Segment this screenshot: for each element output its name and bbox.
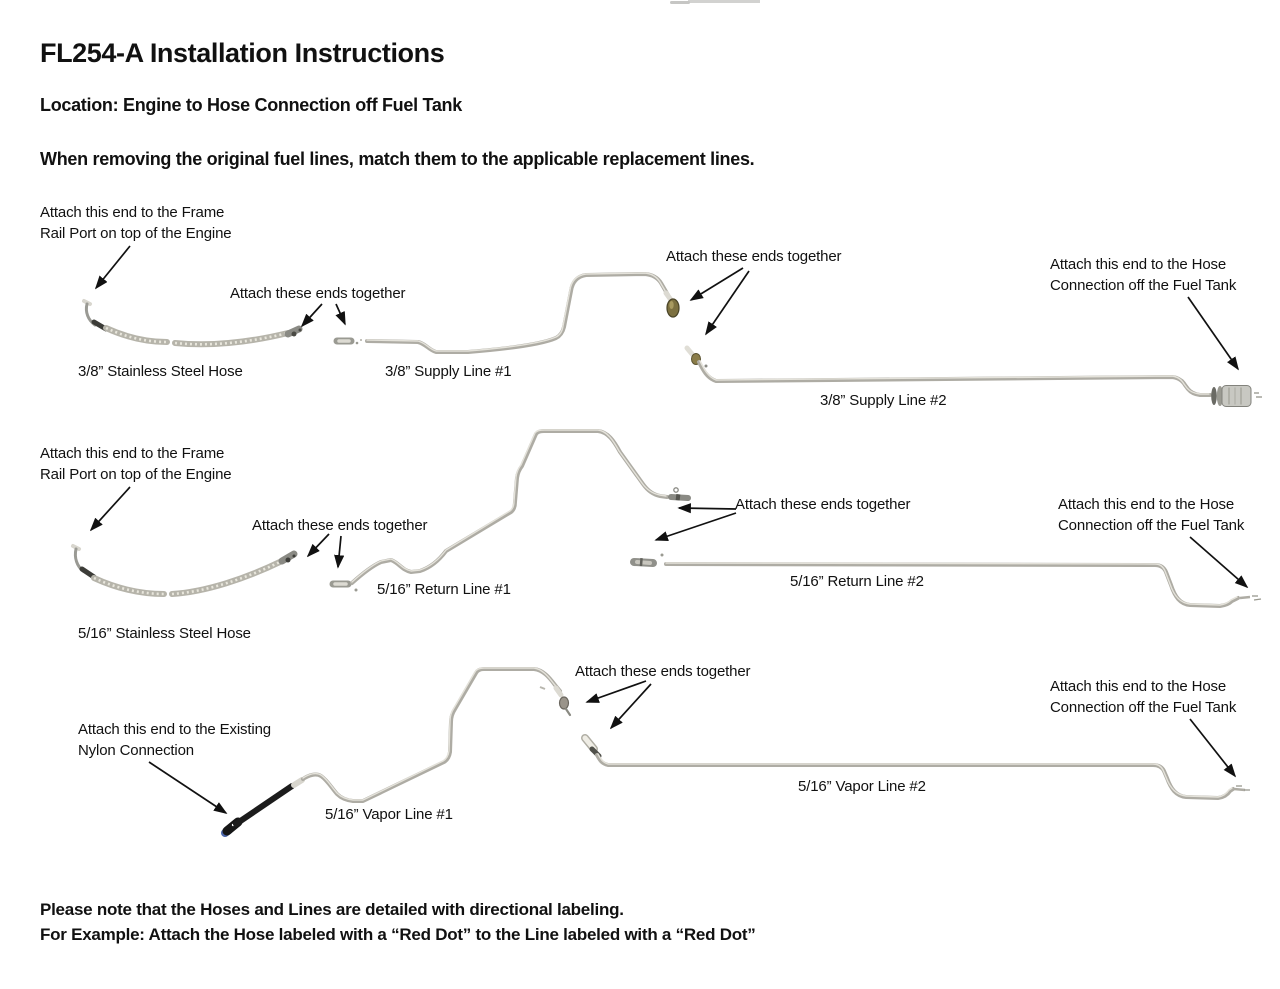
footer-notes (40, 897, 756, 947)
label-vapor-line-2: 5/16” Vapor Line #2 (798, 778, 926, 795)
label-supply-line-1: 3/8” Supply Line #1 (385, 363, 512, 380)
instruction-heading: When removing the original fuel lines, match them to the applicable replacement lines. (40, 149, 755, 169)
note-directional-labeling: Please note that the Hoses and Lines are detailed with directional labeling. (40, 900, 624, 919)
label-stainless-hose-5-16: 5/16” Stainless Steel Hose (78, 625, 251, 642)
label-return-line-1: 5/16” Return Line #1 (377, 581, 511, 598)
callout-ends-together-row1-left: Attach these ends together (230, 285, 406, 302)
hose-5-16-stainless (73, 546, 296, 594)
callout-ends-together-row2-left: Attach these ends together (252, 517, 428, 534)
label-vapor-line-1: 5/16” Vapor Line #1 (325, 806, 453, 823)
note-red-dot-example: For Example: Attach the Hose labeled with a “Red Dot” to the Line labeled with a “Red Dot” (40, 925, 756, 944)
callout-nylon-connection: Attach this end to the Existing Nylon Connection (78, 721, 271, 759)
callout-frame-rail-row1: Attach this end to the Frame Rail Port on top of the Engine (40, 204, 232, 242)
callout-frame-rail-row2: Attach this end to the Frame Rail Port on top of the Engine (40, 445, 232, 483)
callout-fuel-tank-row3: Attach this end to the Hose Connection off the Fuel Tank (1050, 678, 1237, 716)
callout-ends-together-row1-right: Attach these ends together (666, 248, 842, 265)
callout-ends-together-row2-right: Attach these ends together (735, 496, 911, 513)
label-supply-line-2: 3/8” Supply Line #2 (820, 392, 947, 409)
fuel-filter (1211, 386, 1262, 407)
callout-fuel-tank-row1: Attach this end to the Hose Connection off the Fuel Tank (1050, 256, 1237, 294)
supply-line-2 (687, 348, 1262, 407)
brass-fitting (667, 299, 679, 317)
hose-3-8-stainless (84, 301, 302, 344)
callout-ends-together-row3: Attach these ends together (575, 663, 751, 680)
callout-fuel-tank-row2: Attach this end to the Hose Connection off the Fuel Tank (1058, 496, 1245, 534)
return-line-1 (333, 430, 688, 592)
return-line-2 (634, 554, 1261, 607)
location-heading: Location: Engine to Hose Connection off Fuel Tank (40, 95, 462, 115)
top-edge-artifact (670, 0, 760, 4)
page-title: FL254-A Installation Instructions (40, 38, 445, 68)
label-return-line-2: 5/16” Return Line #2 (790, 573, 924, 590)
rubber-hose (236, 786, 292, 824)
label-stainless-hose-3-8: 3/8” Stainless Steel Hose (78, 363, 243, 380)
